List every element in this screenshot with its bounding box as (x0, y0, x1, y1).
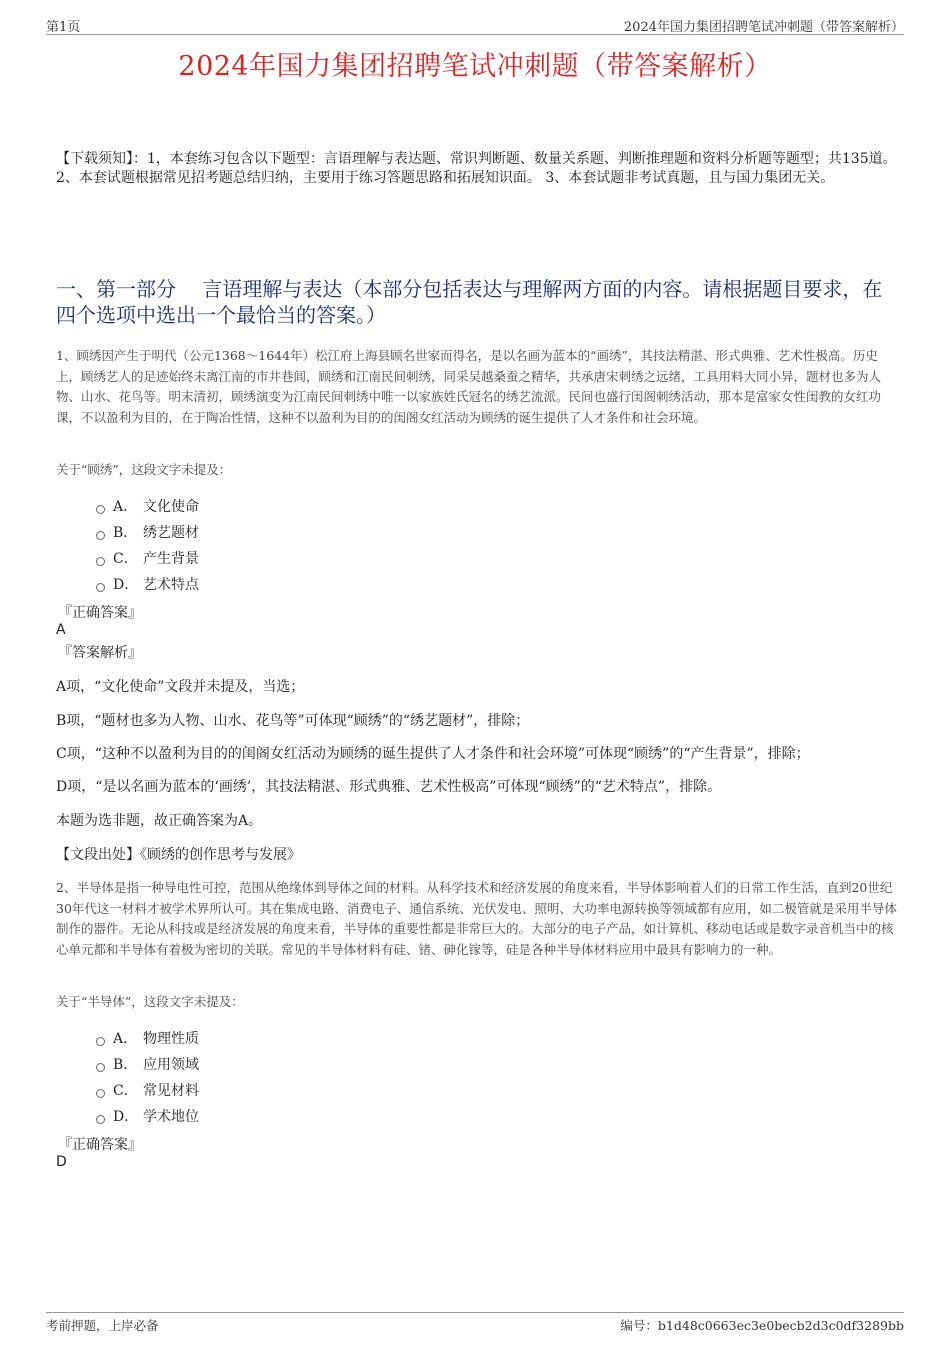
radio-icon[interactable] (96, 1063, 105, 1072)
question-1-source: 【文段出处】《顾绣的创作思考与发展》 (56, 847, 301, 863)
question-2-option-d[interactable] (96, 1106, 199, 1126)
option-text: 文化使命 (143, 499, 199, 515)
option-letter: B． (113, 525, 138, 541)
question-1-option-c[interactable] (96, 548, 199, 568)
radio-icon[interactable] (96, 1089, 105, 1098)
option-text: 绣艺题材 (143, 525, 199, 541)
radio-icon[interactable] (96, 583, 105, 592)
question-2-answer: D (56, 1154, 67, 1170)
question-2-prompt: 关于“半导体”，这段文字未提及： (56, 994, 244, 1009)
download-notice: 【下载须知】：1，本套练习包含以下题型：言语理解与表达题、常识判断题、数量关系题、判断推理题和资料分析题等题型；共135道。 2、本套试题根据常见招考题总结归纳，主要用于练习答题思路和拓展知识面。 3、本套试题非考试真题，且与国力集团无关。 (56, 151, 897, 186)
question-2-answer-label: 『正确答案』 (58, 1137, 142, 1153)
option-text: 应用领域 (143, 1057, 199, 1073)
radio-icon[interactable] (96, 1037, 105, 1046)
document-title: 2024年国力集团招聘笔试冲刺题（带答案解析） (178, 51, 772, 82)
option-letter: C． (113, 551, 138, 567)
question-1-option-a[interactable] (96, 496, 199, 516)
section-heading: 一、第一部分 言语理解与表达（本部分包括表达与理解两方面的内容。请根据题目要求，在四个选项中选出一个最恰当的答案。） (56, 277, 883, 327)
page-number: 第1页 (46, 20, 81, 35)
option-text: 艺术特点 (143, 577, 199, 593)
question-1-text: 1、顾绣因产生于明代（公元1368～1644年）松江府上海县顾名世家而得名，是以名画为蓝本的“画绣”，其技法精湛、形式典雅、艺术性极高。历史上，顾绣艺人的足迹始终未离江南的市井巷闾，顾绣和江南民间刺绣，同采吴越桑蚕之精华，共承唐宋刺绣之远绪，工具用料大同小异，题材也多为人物、山水、花鸟等。明末清初，顾绣演变为江南民间刺绣中唯一以家族姓氏冠名的绣艺流派。民间也盛行闺阁刺绣活动，那本是富家女性闺教的女红功课，不以盈利为目的，在于陶冶性情，这种不以盈利为目的的闺阁女红活动为顾绣的诞生提供了人才条件和社会环境。 (56, 348, 882, 425)
question-1-answer-label: 『正确答案』 (58, 605, 142, 621)
footer-slogan: 考前押题，上岸必备 (46, 1318, 159, 1333)
option-letter: D． (113, 1109, 139, 1125)
question-1-analysis-label: 『答案解析』 (58, 645, 142, 661)
option-letter: D． (113, 577, 139, 593)
option-letter: B． (113, 1057, 138, 1073)
radio-icon[interactable] (96, 531, 105, 540)
analysis-line: B项，“题材也多为人物、山水、花鸟等”可体现“顾绣”的“绣艺题材”，排除； (56, 713, 530, 729)
option-letter: A． (113, 1031, 138, 1047)
page-header (46, 14, 904, 35)
analysis-line: A项，“文化使命”文段并未提及，当选； (56, 679, 305, 695)
radio-icon[interactable] (96, 557, 105, 566)
question-2-option-a[interactable] (96, 1028, 199, 1048)
option-text: 物理性质 (143, 1031, 199, 1047)
option-text: 常见材料 (143, 1083, 199, 1099)
analysis-line: 本题为选非题，故正确答案为A。 (56, 813, 263, 829)
question-1-option-b[interactable] (96, 522, 199, 542)
question-1-answer: A (56, 622, 66, 638)
question-2-option-b[interactable] (96, 1054, 199, 1074)
option-text: 学术地位 (143, 1109, 199, 1125)
option-text: 产生背景 (143, 551, 199, 567)
option-letter: C． (113, 1083, 138, 1099)
header-doc-title: 2024年国力集团招聘笔试冲刺题（带答案解析） (623, 20, 904, 35)
radio-icon[interactable] (96, 1115, 105, 1124)
question-1-prompt: 关于“顾绣”，这段文字未提及： (56, 462, 232, 477)
radio-icon[interactable] (96, 505, 105, 514)
question-1-option-d[interactable] (96, 574, 199, 594)
page-footer (46, 1312, 904, 1335)
question-2-option-c[interactable] (96, 1080, 199, 1100)
analysis-line: C项，“这种不以盈利为目的的闺阁女红活动为顾绣的诞生提供了人才条件和社会环境”可体现“顾绣”的“产生背景”，排除； (56, 746, 810, 762)
option-letter: A． (113, 499, 138, 515)
analysis-line: D项，“是以名画为蓝本的‘画绣’，其技法精湛、形式典雅、艺术性极高”可体现“顾绣”的“艺术特点”，排除。 (56, 779, 722, 795)
question-2-text: 2、半导体是指一种导电性可控，范围从绝缘体到导体之间的材料。从科学技术和经济发展的角度来看，半导体影响着人们的日常工作生活，直到20世纪30年代这一材料才被学术界所认可。其在集成电路、消费电子、通信系统、光伏发电、照明、大功率电源转换等领域都有应用，如二极管就是采用半导体制作的器件。无论从科技或是经济发展的角度来看，半导体的重要性都是非常巨大的。大部分的电子产品，如计算机、移动电话或是数字录音机当中的核心单元都和半导体有着极为密切的关联。常见的半导体材料有硅、锗、砷化镓等，硅是各种半导体材料应用中最具有影响力的一种。 (56, 880, 897, 957)
footer-serial: 编号：b1d48c0663ec3e0becb2d3c0df3289bb (620, 1318, 904, 1333)
